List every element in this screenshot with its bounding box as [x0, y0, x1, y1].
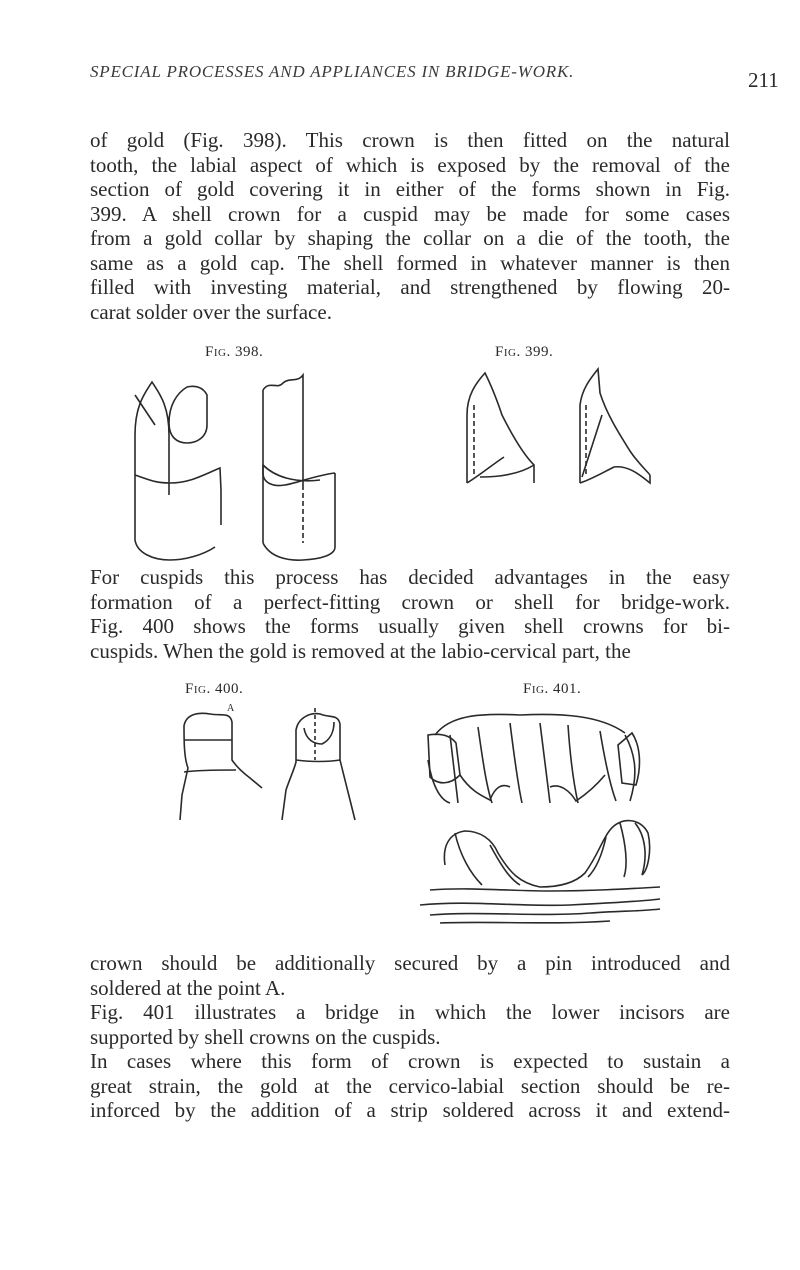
text-line: supported by shell crowns on the cuspids. — [90, 1024, 441, 1049]
text-line: filled with investing material, and strengthened by flowing 20- — [90, 275, 730, 299]
bicuspid-shell-form-1 — [180, 713, 262, 820]
paragraph-2 — [90, 565, 730, 663]
running-header — [90, 62, 730, 82]
bridge-upper-view — [428, 714, 639, 803]
fig-399-caption: Fig. 399. — [495, 344, 554, 360]
shell-crown-form-2 — [580, 369, 650, 483]
text-line: great strain, the gold at the cervico-labial section should be re- — [90, 1073, 730, 1098]
text-line: Fig. 400 shows the forms usually given shell crowns for bi- — [90, 614, 730, 638]
text-line: In cases where this form of crown is expected to sustain a — [90, 1049, 730, 1073]
shell-crown-form-1 — [467, 373, 534, 483]
paragraph-3 — [90, 951, 730, 1123]
text-line: of gold (Fig. 398). This crown is then fitted on the natural — [90, 128, 730, 152]
text-line: 399. A shell crown for a cuspid may be made for some cases — [90, 201, 730, 226]
bridge-lower-view — [420, 821, 660, 923]
fig-398-caption: Fig. 398. — [205, 344, 264, 360]
fig-400-point-label: A — [227, 703, 235, 714]
text-line: Fig. 401 illustrates a bridge in which the lower incisors are — [90, 1000, 730, 1024]
fig-400-caption: Fig. 400. — [185, 681, 244, 697]
running-title: SPECIAL PROCESSES AND APPLIANCES IN BRIDGE-WORK. — [90, 62, 575, 81]
text-line: tooth, the labial aspect of which is exposed by the removal of the — [90, 152, 730, 177]
text-line: formation of a perfect-fitting crown or shell for bridge-work. — [90, 589, 730, 614]
bicuspid-shell-form-2 — [282, 708, 355, 820]
text-line: same as a gold cap. The shell formed in whatever manner is then — [90, 250, 730, 275]
text-line: crown should be additionally secured by a pin introduced and — [90, 951, 730, 975]
fig-401-caption: Fig. 401. — [523, 681, 582, 697]
text-line: soldered at the point A. — [90, 975, 286, 1000]
fig-398-illustration — [125, 365, 355, 565]
text-line: cuspids. When the gold is removed at the labio-cervical part, the — [90, 638, 631, 663]
cuspid-crown-left — [135, 382, 221, 560]
text-line: section of gold covering it in either of the forms shown in Fig. — [90, 177, 730, 201]
text-line: For cuspids this process has decided advantages in the easy — [90, 565, 730, 589]
text-line: from a gold collar by shaping the collar on a die of the tooth, the — [90, 226, 730, 250]
text-line: carat solder over the surface. — [90, 299, 332, 324]
page-number: 211 — [748, 68, 779, 92]
fig-399-illustration — [452, 365, 682, 495]
fig-401-illustration — [410, 705, 660, 935]
text-line: inforced by the addition of a strip soldered across it and extend- — [90, 1098, 730, 1122]
paragraph-1 — [90, 128, 730, 324]
fig-400-illustration — [170, 700, 340, 830]
cuspid-crown-right — [263, 375, 335, 560]
